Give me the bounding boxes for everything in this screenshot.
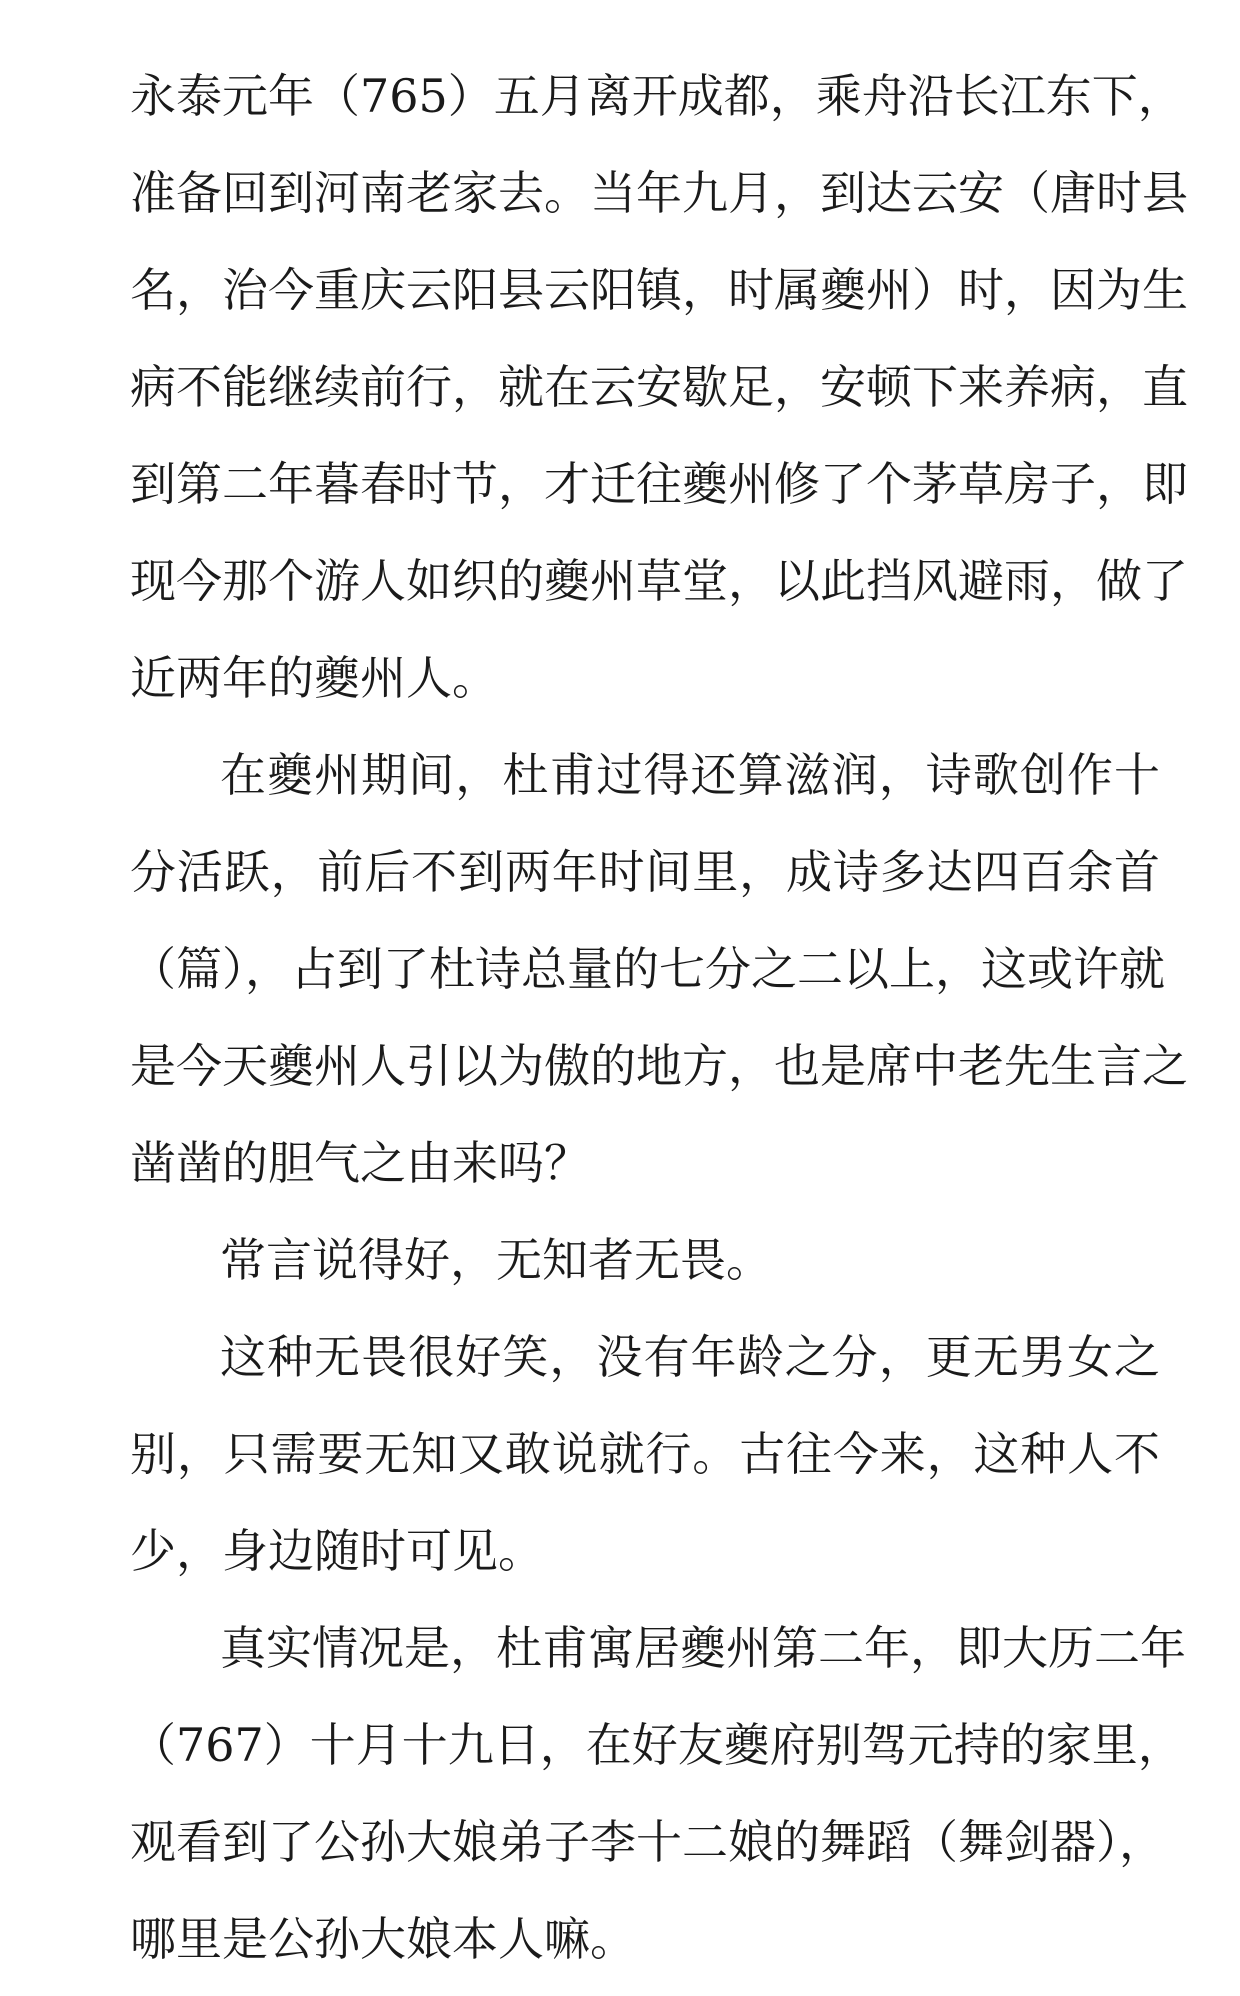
paragraph-end-line: 少，身边随时可见。: [130, 1524, 544, 1578]
paragraph-end-line: 凿凿的胆气之由来吗？: [130, 1136, 590, 1190]
paragraph-end-line: 近两年的夔州人。: [130, 651, 498, 705]
paragraph-end-line: 哪里是公孙大娘本人嘛。: [130, 1912, 636, 1966]
paragraph-start-line: 真实情况是，杜甫寓居夔州第二年，即大历二年: [220, 1621, 1186, 1675]
text-line: 到第二年暮春时节，才迁往夔州修了个茅草房子，即: [130, 457, 1188, 511]
paragraph-single-line: 常言说得好，无知者无畏。: [220, 1233, 772, 1287]
text-line: 永泰元年（765）五月离开成都，乘舟沿长江东下，: [130, 69, 1184, 123]
text-line: 现今那个游人如织的夔州草堂，以此挡风避雨，做了: [130, 554, 1188, 608]
text-line: 分活跃，前后不到两年时间里，成诗多达四百余首: [130, 845, 1160, 899]
text-line: 准备回到河南老家去。当年九月，到达云安（唐时县: [130, 166, 1188, 220]
text-line: 观看到了公孙大娘弟子李十二娘的舞蹈（舞剑器），: [130, 1815, 1165, 1869]
text-line: 别，只需要无知又敢说就行。古往今来，这种人不: [130, 1427, 1160, 1481]
text-line: （767）十月十九日，在好友夔府别驾元持的家里，: [130, 1718, 1184, 1772]
paragraph-start-line: 这种无畏很好笑，没有年龄之分，更无男女之: [220, 1330, 1160, 1384]
paragraph-start-line: 在夔州期间，杜甫过得还算滋润，诗歌创作十: [220, 748, 1160, 802]
text-line: 是今天夔州人引以为傲的地方，也是席中老先生言之: [130, 1039, 1188, 1093]
text-line: 名，治今重庆云阳县云阳镇，时属夔州）时，因为生: [130, 263, 1188, 317]
document-page: [130, 48, 1188, 1988]
text-line: （篇），占到了杜诗总量的七分之二以上，这或许就: [130, 942, 1165, 996]
text-line: 病不能继续前行，就在云安歇足，安顿下来养病，直: [130, 360, 1188, 414]
